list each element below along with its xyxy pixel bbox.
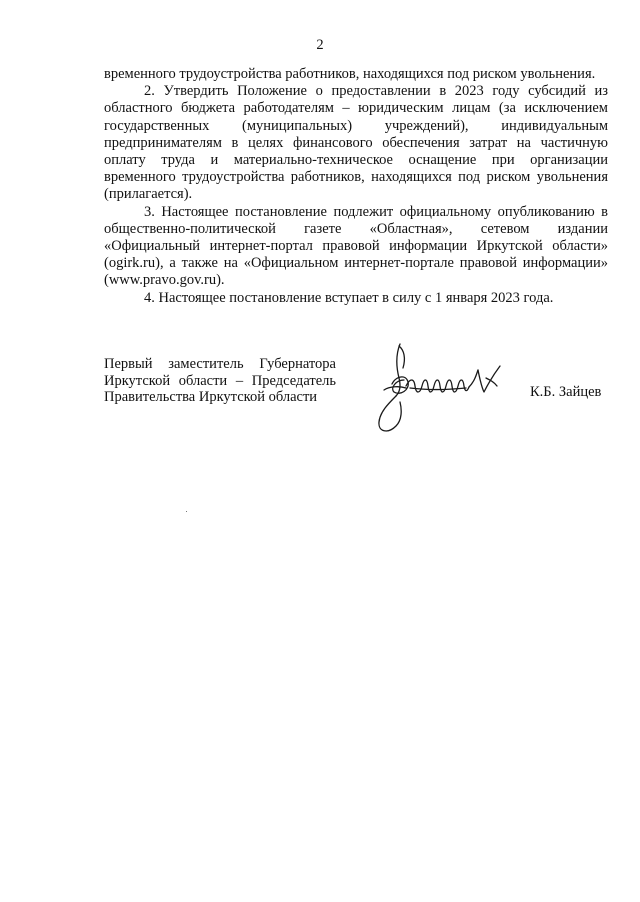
paragraph-3-publication: 3. Настоящее постановление подлежит официальному опубликованию в общественно-политической газете «Областная», сетевом издании «Официальный интернет-портал правовой информации Иркутской области» (ogirk.ru), а также на «Официальном интернет-портале правовой информации» (www.pravo.gov.ru). bbox=[104, 203, 608, 289]
scan-speck bbox=[186, 511, 187, 512]
handwritten-signature bbox=[366, 340, 526, 440]
paragraph-4-effective-date: 4. Настоящее постановление вступает в силу с 1 января 2023 года. bbox=[144, 289, 554, 306]
paragraph-2-approve-regulation: 2. Утвердить Положение о предоставлении в 2023 году субсидий из областного бюджета работодателям – юридическим лицам (за исключением государственных (муниципальных) учреждений), индивидуальным предпринимателям в целях финансового обеспечения затрат на частичную оплату труда и материально-техническое оснащение при организации временного трудоустройства работников, находящихся под риском увольнения (прилагается). bbox=[104, 83, 608, 203]
document-body bbox=[104, 66, 608, 307]
signature-block bbox=[104, 356, 608, 446]
signer-position-line: Первый заместитель Губернатора bbox=[104, 356, 336, 372]
signer-position bbox=[104, 356, 336, 406]
page-number: 2 bbox=[316, 37, 324, 53]
signer-position-line: Иркутской области – Председатель bbox=[104, 372, 336, 389]
paragraph-continuation: временного трудоустройства работников, находящихся под риском увольнения. bbox=[104, 66, 596, 82]
signer-position-line: Правительства Иркутской области bbox=[104, 389, 318, 405]
signer-name: К.Б. Зайцев bbox=[530, 384, 602, 400]
